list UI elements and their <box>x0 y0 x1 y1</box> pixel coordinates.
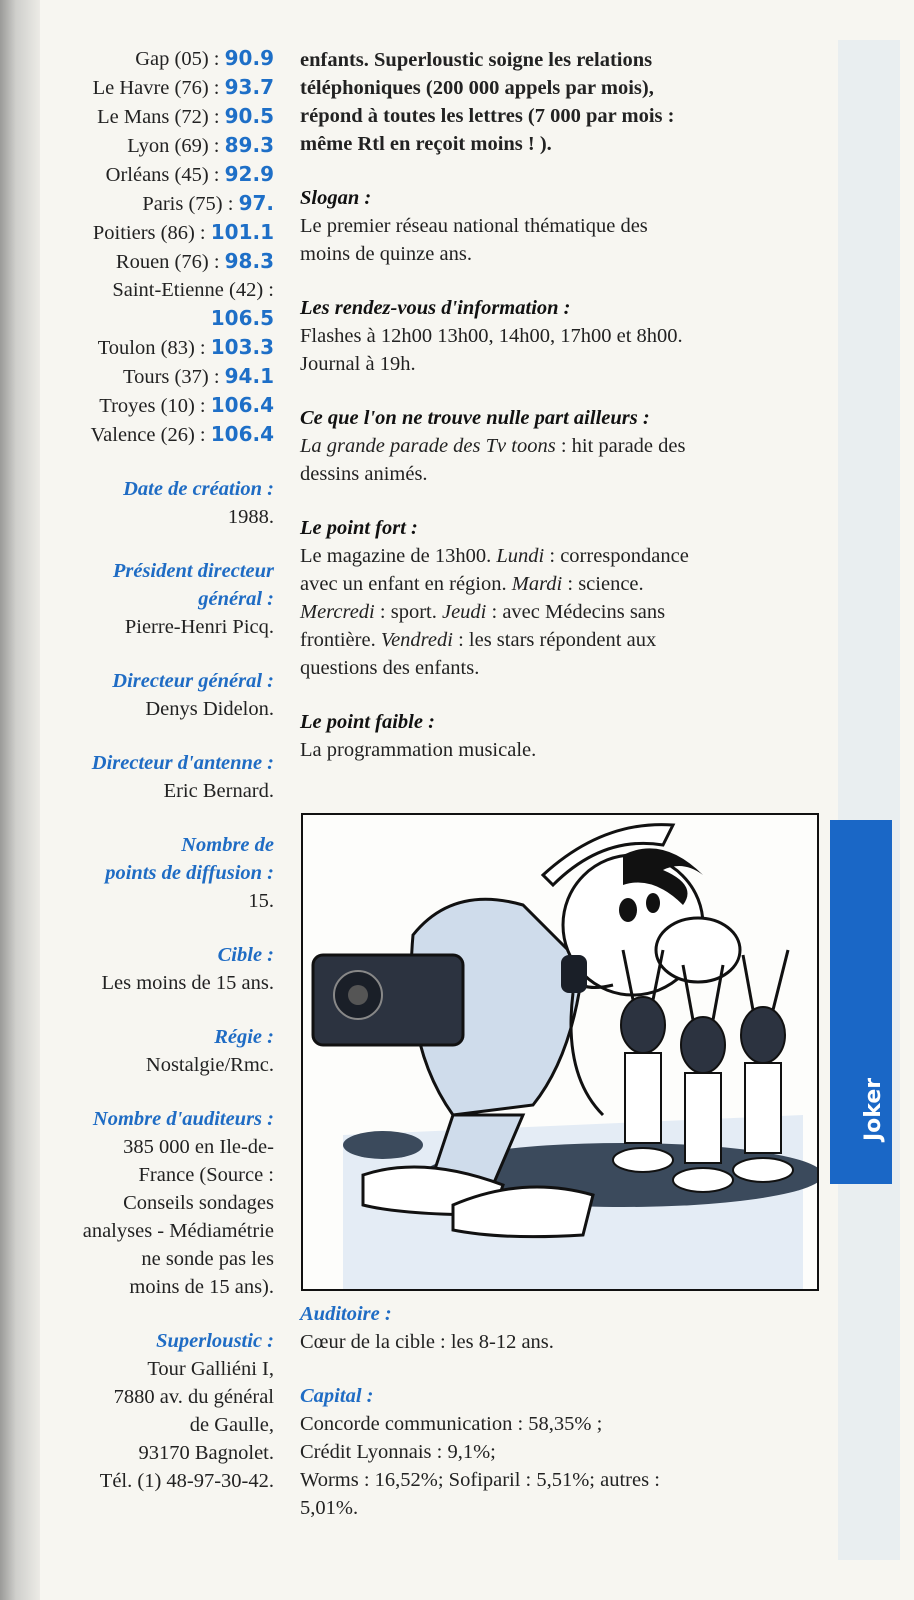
da-label: Directeur d'antenne : <box>91 752 274 774</box>
address-line: 7880 av. du général <box>113 1386 274 1408</box>
cible-label: Cible : <box>217 944 274 966</box>
city-row: Troyes (10) : 106.4 <box>99 393 274 417</box>
city-row: Lyon (69) : 89.3 <box>127 133 274 157</box>
intro-line: téléphoniques (200 000 appels par mois), <box>300 77 654 99</box>
auditoire-label: Auditoire : <box>300 1303 392 1325</box>
city-row: Paris (75) : 97. <box>142 191 274 215</box>
da-value: Eric Bernard. <box>163 780 274 802</box>
city-row: Gap (05) : 90.9 <box>135 46 274 70</box>
phone-line: Tél. (1) 48-97-30-42. <box>99 1470 274 1492</box>
dg-value: Denys Didelon. <box>145 698 274 720</box>
intro-line: enfants. Superloustic soigne les relations <box>300 49 653 71</box>
auditeurs-line: France (Source : <box>138 1164 274 1186</box>
info-heading: Les rendez-vous d'information : <box>300 297 571 319</box>
city-row-freq: 106.5 <box>210 306 274 330</box>
auditeurs-line: Conseils sondages <box>123 1192 274 1214</box>
capital-line: Crédit Lyonnais : 9,1%; <box>300 1441 496 1463</box>
intro-line: même Rtl en reçoit moins ! ). <box>300 133 552 155</box>
slogan-line: moins de quinze ans. <box>300 243 472 265</box>
capital-line: Worms : 16,52%; Sofiparil : 5,51%; autres : <box>300 1469 660 1491</box>
point-fort-line: questions des enfants. <box>300 657 480 679</box>
city-row: Saint-Etienne (42) : <box>112 279 274 301</box>
regie-value: Nostalgie/Rmc. <box>145 1054 274 1076</box>
section-tab-joker <box>830 820 892 1184</box>
address-line: Tour Galliéni I, <box>147 1358 274 1380</box>
points-label-2: points de diffusion : <box>105 862 274 884</box>
point-fort-line: Mercredi : sport. Jeudi : avec Médecins sans <box>300 601 666 623</box>
cible-value: Les moins de 15 ans. <box>101 972 274 994</box>
creation-label: Date de création : <box>123 478 274 500</box>
auditeurs-line: 385 000 en Ile-de- <box>123 1136 274 1158</box>
right-column <box>300 46 820 764</box>
creation-value: 1988. <box>227 506 274 528</box>
points-label: Nombre de <box>181 834 274 856</box>
point-fort-line: Le magazine de 13h00. Lundi : correspondance <box>300 545 689 567</box>
superloustic-label: Superloustic : <box>156 1330 274 1352</box>
capital-line: 5,01%. <box>300 1497 359 1519</box>
auditeurs-line: ne sonde pas les <box>141 1248 274 1270</box>
bottom-right-block <box>300 1300 820 1522</box>
city-row: Tours (37) : 94.1 <box>123 364 274 388</box>
dg-label: Directeur général : <box>112 670 274 692</box>
nulle-part-line: dessins animés. <box>300 463 428 485</box>
regie-label: Régie : <box>214 1026 274 1048</box>
section-tab-label: Joker <box>861 1077 886 1141</box>
nulle-part-heading: Ce que l'on ne trouve nulle part ailleurs : <box>300 407 650 429</box>
point-fort-heading: Le point fort : <box>300 517 418 539</box>
city-row: Toulon (83) : 103.3 <box>97 335 274 359</box>
auditoire-value: Cœur de la cible : les 8-12 ans. <box>300 1331 554 1353</box>
point-faible-value: La programmation musicale. <box>300 739 537 761</box>
auditeurs-line: analyses - Médiamétrie <box>82 1220 274 1242</box>
address-line: de Gaulle, <box>189 1414 274 1436</box>
margin-strip <box>838 40 900 1560</box>
city-row: Le Havre (76) : 93.7 <box>92 75 274 99</box>
point-fort-line: frontière. Vendredi : les stars répondent aux <box>300 629 657 651</box>
city-row: Rouen (76) : 98.3 <box>115 249 274 273</box>
address-line: 93170 Bagnolet. <box>138 1442 274 1464</box>
city-row: Orléans (45) : 92.9 <box>105 162 274 186</box>
pdg-value: Pierre-Henri Picq. <box>124 616 274 638</box>
city-row: Le Mans (72) : 90.5 <box>97 104 274 128</box>
auditeurs-line: moins de 15 ans). <box>129 1276 274 1298</box>
pdg-label-2: général : <box>198 588 274 610</box>
capital-line: Concorde communication : 58,35% ; <box>300 1413 603 1435</box>
city-row: Poitiers (86) : 101.1 <box>92 220 274 244</box>
point-fort-line: avec un enfant en région. Mardi : science. <box>300 573 644 595</box>
auditeurs-label: Nombre d'auditeurs : <box>92 1108 274 1130</box>
cartoon-drawing <box>303 815 817 1289</box>
left-column <box>24 44 274 1495</box>
points-value: 15. <box>248 890 274 912</box>
city-row: Valence (26) : 106.4 <box>90 422 274 446</box>
intro-line: répond à toutes les lettres (7 000 par mois : <box>300 105 675 127</box>
cartoon-illustration <box>301 813 819 1291</box>
slogan-heading: Slogan : <box>300 187 372 209</box>
nulle-part-line: La grande parade des Tv toons : hit parade des <box>300 435 686 457</box>
info-line: Flashes à 12h00 13h00, 14h00, 17h00 et 8h00. <box>300 325 683 347</box>
capital-label: Capital : <box>300 1385 374 1407</box>
frequency-list <box>24 44 274 449</box>
info-line: Journal à 19h. <box>300 353 416 375</box>
slogan-line: Le premier réseau national thématique des <box>300 215 648 237</box>
pdg-label: Président directeur <box>112 560 274 582</box>
point-faible-heading: Le point faible : <box>300 711 435 733</box>
